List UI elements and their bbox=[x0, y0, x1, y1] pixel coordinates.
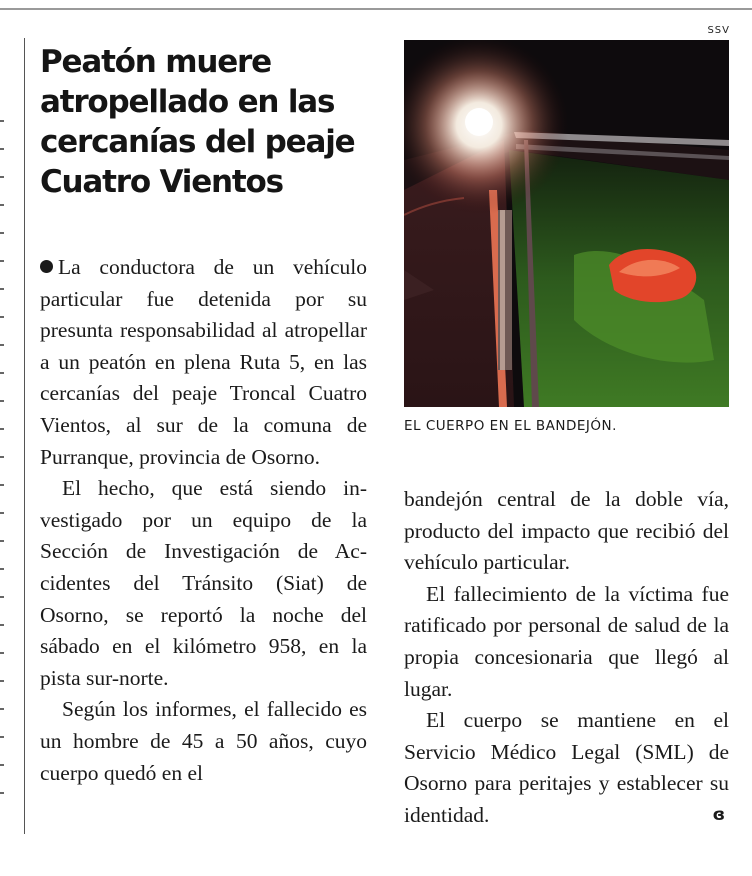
paragraph-5 bbox=[404, 705, 729, 831]
photo-caption: EL CUERPO EN EL BANDEJÓN. bbox=[404, 418, 617, 434]
end-mark-icon: ɞ bbox=[712, 804, 725, 825]
paragraph-4: El fallecimiento de la víctima fue ratificado por personal de salud de la propia concesionaria que llegó al lugar. bbox=[404, 581, 729, 701]
column-rule bbox=[24, 38, 25, 834]
paragraph-3: Según los informes, el fallecido es un hombre de 45 a 50 años, cuyo cuerpo quedó en el bbox=[40, 697, 367, 785]
paragraph-5-text: El cuerpo se mantiene en el Servicio Médico Legal (SML) de Osorno para peritajes y establecer su identidad. bbox=[404, 708, 729, 827]
paragraph-1-text: La conductora de un vehículo particular fue detenida por su presunta responsabilidad al atropellar a un peatón en plena Ruta 5, en las cercanías del peaje Troncal Cuatro Vientos, al sur de la comuna de Purranque, provincia de Osorno. bbox=[40, 255, 367, 469]
paragraph-1 bbox=[40, 252, 367, 473]
accident-photo bbox=[404, 40, 729, 407]
page-edge-marks bbox=[0, 120, 4, 820]
article-column-left bbox=[40, 252, 367, 789]
bullet-icon bbox=[40, 260, 53, 273]
headline: Peatón muere atropellado en las cercanías del peaje Cuatro Vientos bbox=[40, 44, 355, 200]
paragraph-3-continued: bandejón central de la doble vía, producto del impacto que recibió del vehículo particular. bbox=[404, 487, 729, 575]
article-column-right bbox=[404, 484, 729, 832]
photo-credit: SSV bbox=[707, 25, 730, 36]
top-rule bbox=[0, 8, 752, 10]
paragraph-2: El hecho, que está siendo investigado por un equipo de la Sección de Investigación de Accidentes del Tránsito (Siat) de Osorno, se reportó la noche del sábado en el kilómetro 958, en la pista sur-norte. bbox=[40, 476, 367, 690]
